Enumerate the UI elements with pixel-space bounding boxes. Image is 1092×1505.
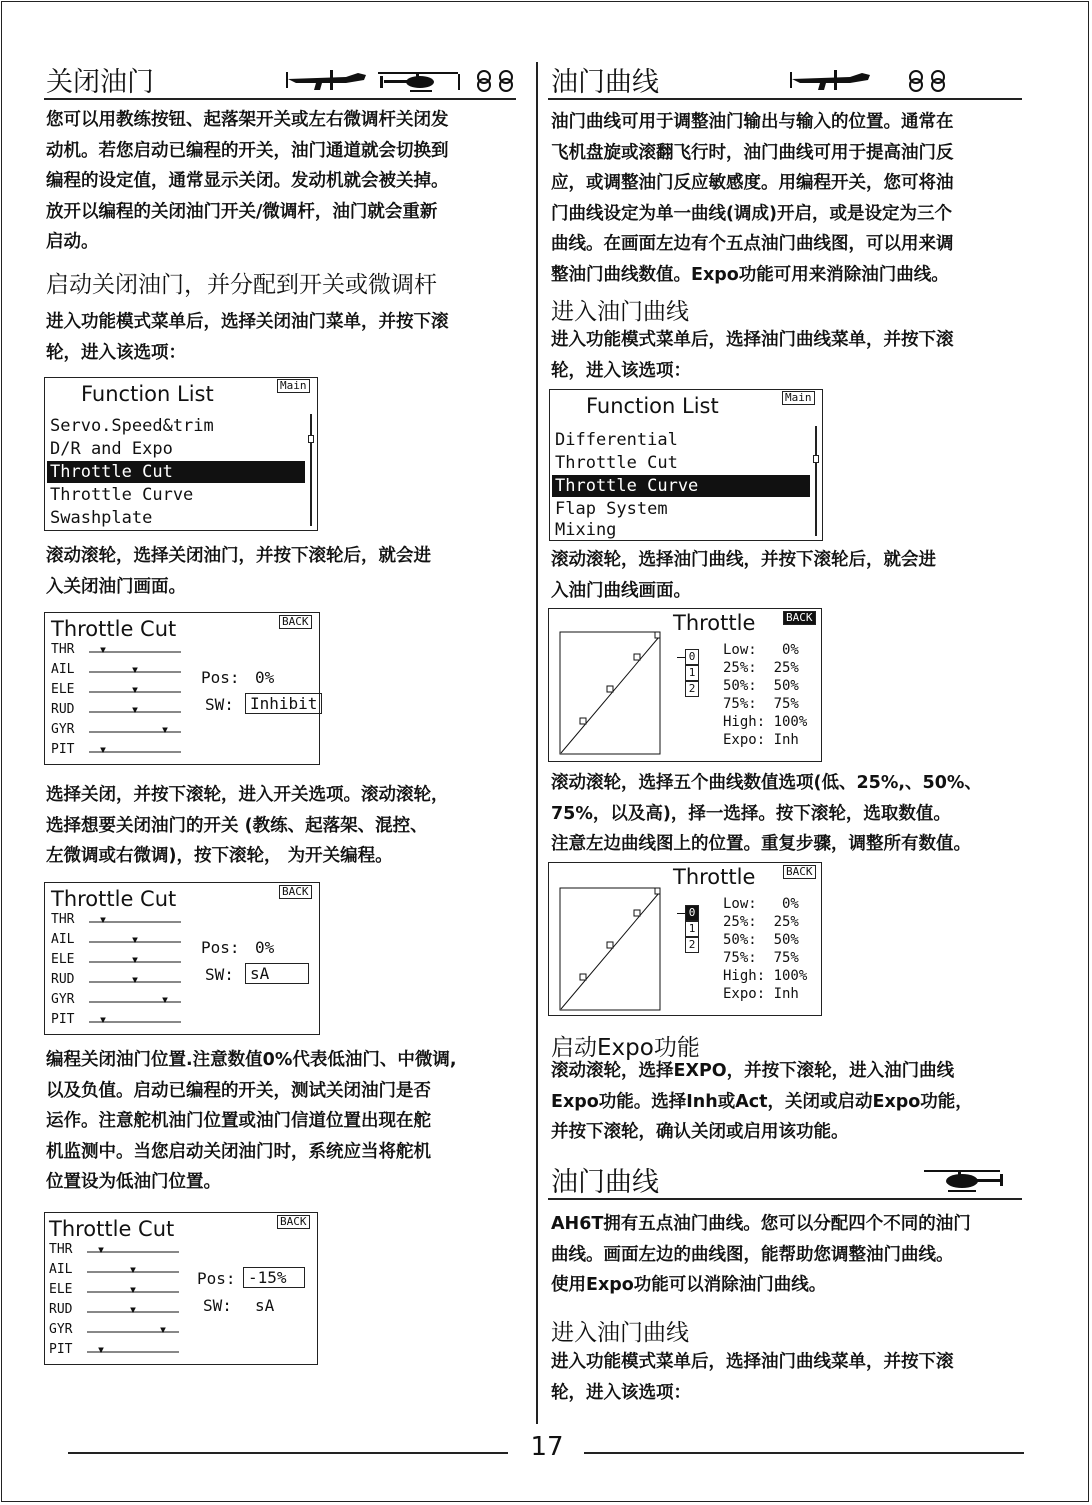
footer-rule-right [584,1452,1024,1454]
right-subheading-3: 进入油门曲线 [551,1320,689,1346]
scrollbar-thumb[interactable] [813,455,819,463]
list-item[interactable]: Swashplate [50,508,153,528]
pos-label: Pos: [197,1269,236,1288]
main-tag[interactable]: Main [277,379,310,393]
p75-value[interactable]: 75%: 75% [723,950,799,966]
left-p4: 选择关闭，并按下滚轮，进入开关选项。滚动滚轮， 选择想要关闭油门的开关 (教练、起落架、混控、 左微调或右微调)，按下滚轮， 为开关编程。 [46,785,449,866]
point-1[interactable]: 1 [685,921,699,937]
right-p4: 滚动滚轮，选择五个曲线数值选项(低、25%,、50%、 75%，以及高)，择一选择。按下滚轮，选取数值。 注意左边曲线图上的位置。重复步骤，调整所有数值。 [551,773,982,854]
p50-value[interactable]: 50%: 50% [723,932,799,948]
list-item[interactable]: Flap System [555,499,668,519]
pos-label: Pos: [201,938,240,957]
channel-label: THR [51,642,75,657]
scrollbar-thumb[interactable] [308,435,314,443]
p25-value[interactable]: 25%: 25% [723,914,799,930]
channel-label: GYR [49,1322,73,1337]
high-value[interactable]: High: 100% [723,714,808,730]
curve-graph [559,631,663,757]
right-subheading-2: 启动Expo功能 [551,1035,700,1061]
screen-title: Throttle Cut [49,1217,175,1241]
screen-title: Throttle [673,865,756,889]
channel-bars [87,643,183,759]
sw-label: SW: [203,1296,232,1315]
throttle-curve-screen-2 [548,862,822,1016]
channel-label: RUD [49,1302,73,1317]
channel-label: THR [51,912,75,927]
throttle-cut-screen-1 [44,612,320,765]
pos-label: Pos: [201,668,240,687]
channel-label: ELE [51,682,75,697]
left-subheading: 启动关闭油门，并分配到开关或微调杆 [46,272,437,298]
curve-link-line [677,913,685,914]
left-p2: 进入功能模式菜单后，选择关闭油门菜单，并按下滚 轮，进入该选项： [46,312,449,363]
throttle-cut-screen-2 [44,882,320,1035]
quadcopter-icon [472,70,518,92]
channel-label: ELE [49,1282,73,1297]
list-item[interactable]: Throttle Curve [50,485,194,505]
throttle-cut-screen-3 [44,1212,318,1365]
right-p7: 进入功能模式菜单后，选择油门曲线菜单，并按下滚 轮，进入该选项： [551,1352,954,1403]
left-title: 关闭油门 [46,67,154,98]
back-tag[interactable]: BACK [783,865,816,879]
screen-title: Function List [81,382,214,406]
column-divider [536,62,538,1424]
list-item[interactable]: Servo.Speed&trim [50,416,214,436]
list-item[interactable]: Mixing [555,520,617,540]
pos-value[interactable]: 0% [255,668,275,687]
airplane-icon [286,68,368,94]
pos-value[interactable]: 0% [255,938,275,957]
airplane-icon [790,68,872,94]
right-p5: 滚动滚轮，选择EXPO，并按下滚轮，进入油门曲线 Expo功能。选择Inh或Act，关闭或启动Expo功能， 并按下滚轮，确认关闭或启用该功能。 [551,1061,973,1142]
scrollbar[interactable] [815,426,817,536]
right-subheading-1: 进入油门曲线 [551,299,689,325]
scrollbar[interactable] [310,414,312,526]
helicopter-icon [374,66,464,96]
screen-title: Throttle Cut [51,887,177,911]
expo-value[interactable]: Expo: Inh [723,986,799,1002]
curve-point-selector[interactable] [685,649,699,701]
screen-title: Function List [586,394,719,418]
curve-values [723,895,807,1003]
page-number: 17 [530,1432,564,1462]
point-2[interactable]: 2 [685,681,699,697]
function-list-screen [44,377,318,531]
right-title-rule [548,98,1022,100]
point-1[interactable]: 1 [685,665,699,681]
list-item[interactable]: Differential [555,430,678,450]
screen-title: Throttle [673,611,756,635]
left-intro: 您可以用教练按钮、起落架开关或左右微调杆关闭发 动机。若您启动已编程的开关，油门通道就会切换到 编程的设定值，通常显示关闭。发动机就会被关掉。 放开以编程的关闭油门开关/微调杆，油门就会重新 启动。 [46,110,449,252]
channel-label: AIL [51,932,75,947]
left-p5: 编程关闭油门位置.注意数值0%代表低油门、中微调, 以及负值。启动已编程的开关，测试关闭油门是否 运作。注意舵机油门位置或油门信道位置出现在舵 机监测中。当您启动关闭油门时，系统应当将舵机 位置设为低油门位置。 [46,1050,457,1192]
p75-value[interactable]: 75%: 75% [723,696,799,712]
quadcopter-icon [904,70,950,92]
channel-label: RUD [51,972,75,987]
channel-label: AIL [49,1262,73,1277]
right-intro: 油门曲线可用于调整油门输出与输入的位置。通常在 飞机盘旋或滚翻飞行时，油门曲线可用于提高油门反 应，或调整油门反应敏感度。用编程开关，您可将油 门曲线设定为单一曲线(调成)开启，或是设定为三个 曲线。在画面左边有个五点油门曲线图，可以用来调 整油门曲线数值。Expo功能可用来消除油门曲线。 [551,112,954,285]
right-title: 油门曲线 [551,67,659,98]
channel-label: GYR [51,992,75,1007]
channel-label: RUD [51,702,75,717]
curve-point-selector[interactable] [685,905,699,957]
curve-graph [559,887,663,1013]
low-value[interactable]: Low: 0% [723,896,799,912]
p25-value[interactable]: 25%: 25% [723,660,799,676]
list-item[interactable]: D/R and Expo [50,439,173,459]
pos-value[interactable]: -15% [243,1267,305,1288]
back-tag[interactable]: BACK [783,611,816,625]
channel-label: GYR [51,722,75,737]
list-item[interactable]: Throttle Cut [555,453,678,473]
point-2[interactable]: 2 [685,937,699,953]
right-title-2-rule [548,1198,1022,1200]
high-value[interactable]: High: 100% [723,968,808,984]
curve-values [723,641,807,749]
channel-label: PIT [51,1012,75,1027]
sw-value[interactable]: Inhibit [245,693,322,714]
expo-value[interactable]: Expo: Inh [723,732,799,748]
back-tag[interactable]: BACK [279,885,312,899]
sw-value[interactable]: sA [245,963,309,984]
list-item-selected[interactable]: Throttle Cut [47,461,305,483]
helicopter-icon [922,1164,1006,1194]
sw-value[interactable]: sA [255,1296,275,1315]
channel-label: THR [49,1242,73,1257]
sw-label: SW: [205,695,234,714]
left-title-rule [44,98,516,100]
right-p3: 滚动滚轮，选择油门曲线，并按下滚轮后，就会进 入油门曲线画面。 [551,550,936,601]
low-value[interactable]: Low: 0% [723,642,799,658]
footer-rule-left [68,1452,508,1454]
point-0[interactable]: 0 [685,649,699,665]
right-p2: 进入功能模式菜单后，选择油门曲线菜单，并按下滚 轮，进入该选项： [551,330,954,381]
left-p3: 滚动滚轮，选择关闭油门，并按下滚轮后，就会进 入关闭油门画面。 [46,546,431,597]
back-tag[interactable]: BACK [279,615,312,629]
channel-bars [85,1243,181,1359]
point-0-selected[interactable]: 0 [685,905,699,921]
back-tag[interactable]: BACK [277,1215,310,1229]
channel-bars [87,913,183,1029]
sw-label: SW: [205,965,234,984]
screen-title: Throttle Cut [51,617,177,641]
throttle-curve-screen-1 [548,608,822,762]
channel-label: AIL [51,662,75,677]
right-p6: AH6T拥有五点油门曲线。您可以分配四个不同的油门 曲线。画面左边的曲线图，能帮助您调整油门曲线。 使用Expo功能可以消除油门曲线。 [551,1214,971,1295]
channel-label: ELE [51,952,75,967]
channel-label: PIT [51,742,75,757]
curve-link-line [677,657,685,658]
channel-label: PIT [49,1342,73,1357]
right-title-2: 油门曲线 [551,1167,659,1198]
function-list-screen [549,389,823,541]
p50-value[interactable]: 50%: 50% [723,678,799,694]
list-item-selected[interactable]: Throttle Curve [552,475,810,497]
main-tag[interactable]: Main [782,391,815,405]
